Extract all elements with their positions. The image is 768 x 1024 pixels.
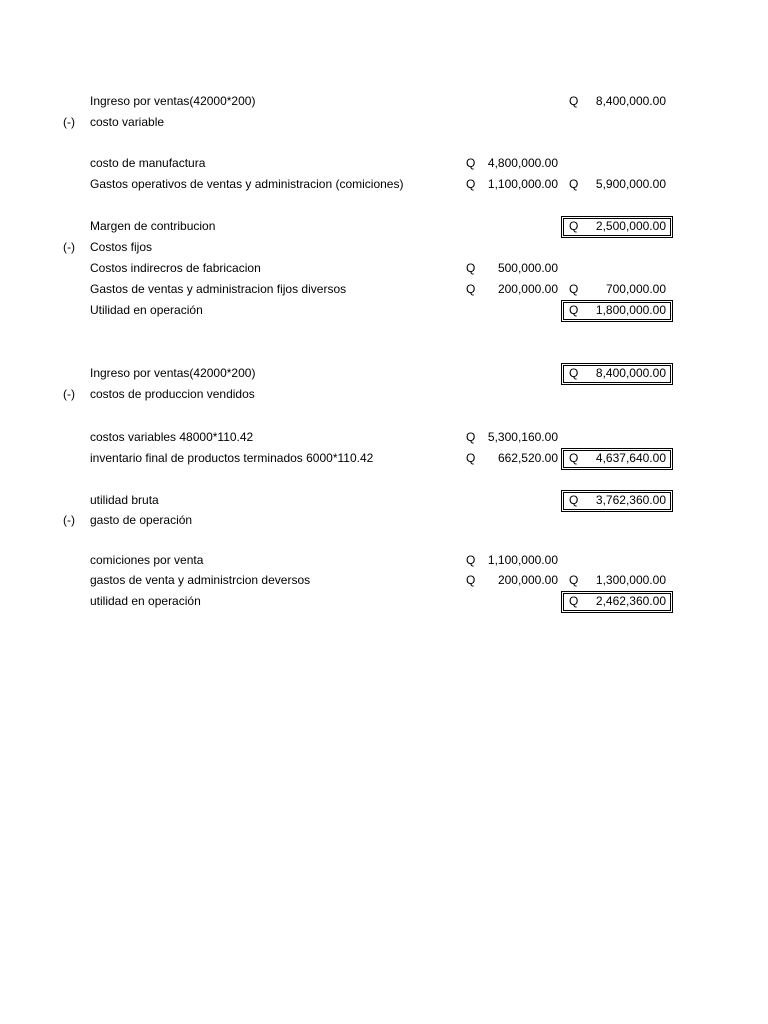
currency-symbol: Q — [466, 261, 476, 275]
statement-row — [0, 237, 768, 257]
currency-symbol: Q — [569, 366, 579, 380]
total-amount: 2,500,000.00 — [595, 219, 666, 233]
line-amount: 200,000.00 — [497, 573, 558, 587]
total-amount: 1,800,000.00 — [595, 303, 666, 317]
statement-row — [0, 363, 768, 383]
currency-symbol: Q — [569, 493, 579, 507]
currency-symbol: Q — [466, 282, 476, 296]
row-label: comiciones por venta — [90, 553, 204, 567]
currency-symbol: Q — [569, 94, 579, 108]
statement-row — [0, 510, 768, 530]
line-amount: 5,300,160.00 — [487, 430, 558, 444]
row-label: utilidad en operación — [90, 594, 201, 608]
row-label: gastos de venta y administrcion deversos — [90, 573, 311, 587]
line-amount: 4,800,000.00 — [487, 156, 558, 170]
statement-row — [0, 300, 768, 320]
currency-symbol: Q — [569, 451, 579, 465]
row-label: Ingreso por ventas(42000*200) — [90, 366, 256, 380]
row-label: Gastos de ventas y administracion fijos diversos — [90, 282, 347, 296]
row-label: Costos fijos — [90, 240, 153, 254]
line-amount: 1,100,000.00 — [487, 553, 558, 567]
statement-row — [0, 570, 768, 590]
statement-row — [0, 384, 768, 404]
row-label: costos de produccion vendidos — [90, 387, 255, 401]
statement-row — [0, 591, 768, 611]
currency-symbol: Q — [569, 573, 579, 587]
statement-row — [0, 91, 768, 111]
total-amount: 3,762,360.00 — [595, 493, 666, 507]
currency-symbol: Q — [569, 177, 579, 191]
total-amount: 700,000.00 — [605, 282, 666, 296]
row-label: inventario final de productos terminados 6000*110.42 — [90, 451, 374, 465]
currency-symbol: Q — [569, 303, 579, 317]
row-label: Costos indirecros de fabricacion — [90, 261, 261, 275]
statement-row — [0, 427, 768, 447]
subtract-marker: (-) — [63, 513, 75, 527]
currency-symbol: Q — [466, 156, 476, 170]
line-amount: 200,000.00 — [497, 282, 558, 296]
row-label: utilidad bruta — [90, 493, 159, 507]
row-label: Gastos operativos de ventas y administracion (comiciones) — [90, 177, 404, 191]
statement-row — [0, 550, 768, 570]
currency-symbol: Q — [466, 451, 476, 465]
total-amount: 8,400,000.00 — [595, 366, 666, 380]
statement-row — [0, 174, 768, 194]
total-amount: 1,300,000.00 — [595, 573, 666, 587]
statement-row — [0, 112, 768, 132]
total-amount: 4,637,640.00 — [595, 451, 666, 465]
row-label: Utilidad en operación — [90, 303, 203, 317]
line-amount: 662,520.00 — [497, 451, 558, 465]
currency-symbol: Q — [466, 430, 476, 444]
currency-symbol: Q — [466, 553, 476, 567]
row-label: Ingreso por ventas(42000*200) — [90, 94, 256, 108]
total-amount: 8,400,000.00 — [595, 94, 666, 108]
row-label: costo variable — [90, 115, 165, 129]
statement-row — [0, 153, 768, 173]
line-amount: 500,000.00 — [497, 261, 558, 275]
subtract-marker: (-) — [63, 387, 75, 401]
statement-row — [0, 448, 768, 468]
row-label: Margen de contribucion — [90, 219, 216, 233]
currency-symbol: Q — [466, 573, 476, 587]
line-amount: 1,100,000.00 — [487, 177, 558, 191]
row-label: costos variables 48000*110.42 — [90, 430, 254, 444]
total-amount: 2,462,360.00 — [595, 594, 666, 608]
statement-row — [0, 279, 768, 299]
row-label: gasto de operación — [90, 513, 193, 527]
statement-row — [0, 258, 768, 278]
currency-symbol: Q — [466, 177, 476, 191]
statement-row — [0, 490, 768, 510]
currency-symbol: Q — [569, 282, 579, 296]
statement-row — [0, 216, 768, 236]
subtract-marker: (-) — [63, 115, 75, 129]
currency-symbol: Q — [569, 594, 579, 608]
total-amount: 5,900,000.00 — [595, 177, 666, 191]
currency-symbol: Q — [569, 219, 579, 233]
row-label: costo de manufactura — [90, 156, 206, 170]
subtract-marker: (-) — [63, 240, 75, 254]
